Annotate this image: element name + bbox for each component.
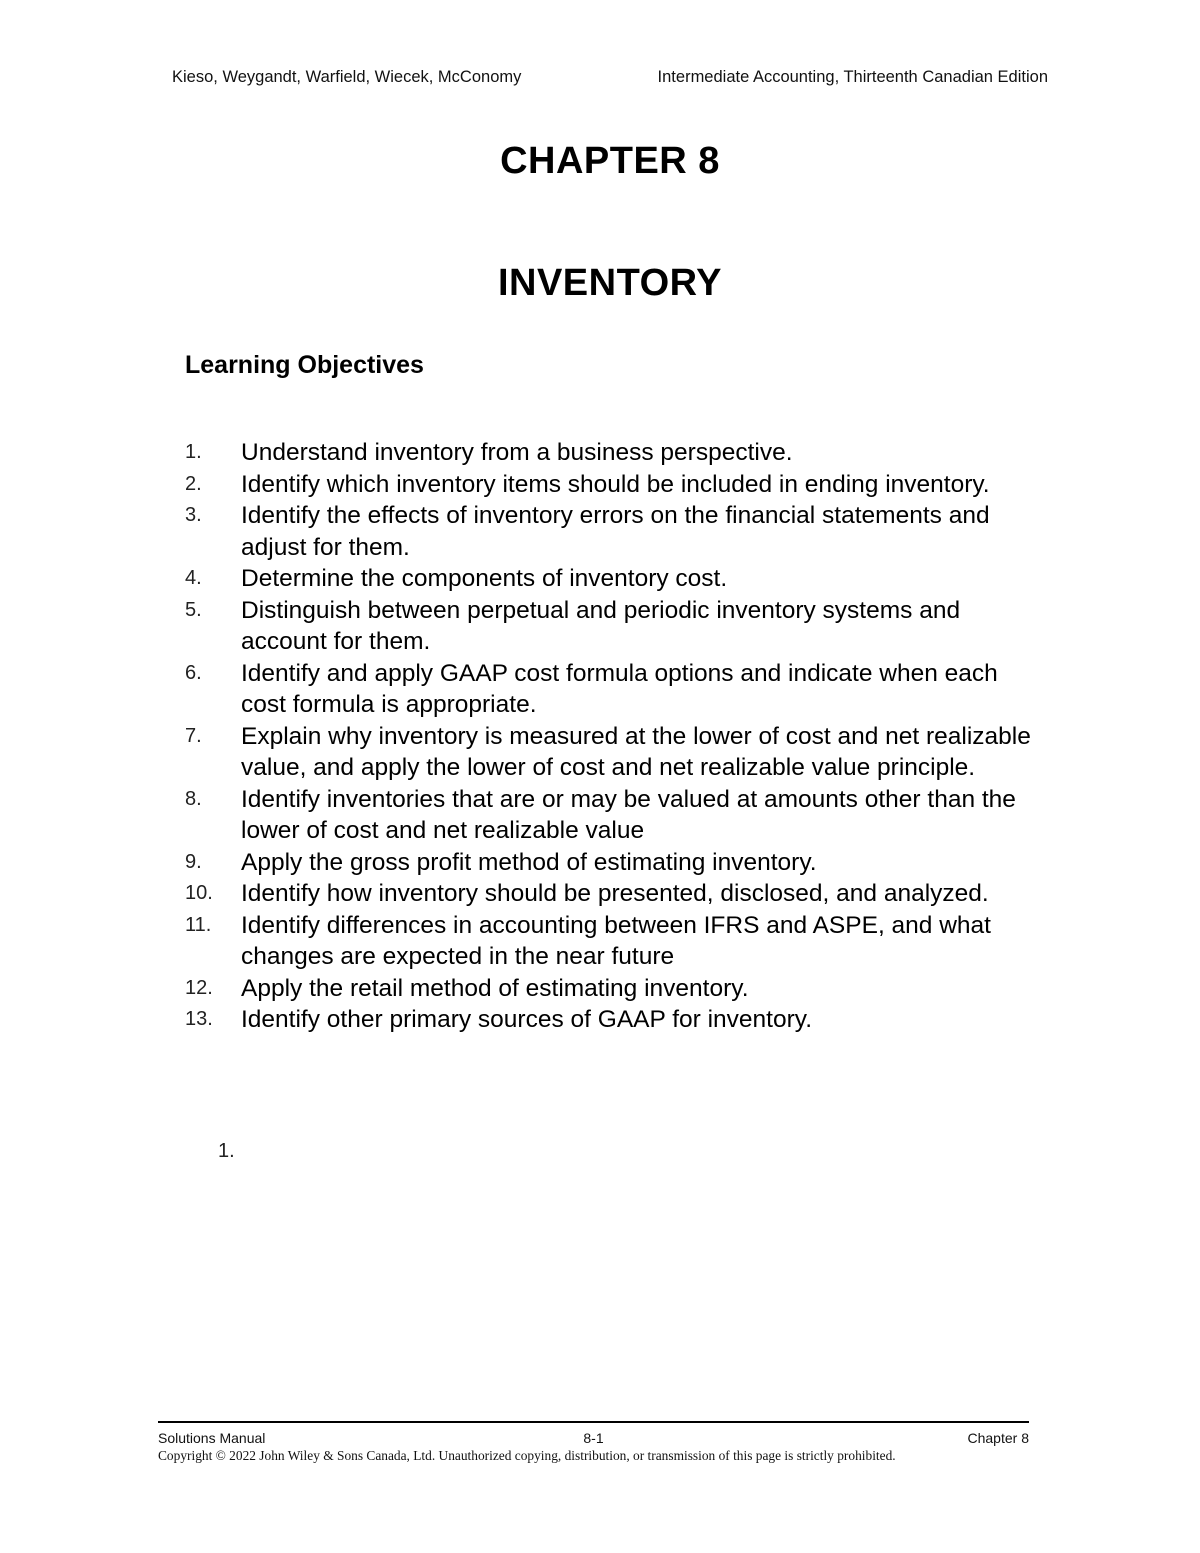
learning-objectives-heading: Learning Objectives [185,351,424,379]
page-header [172,68,1048,87]
objective-text: Identify which inventory items should be included in ending inventory. [241,470,990,498]
objective-number: 6. [185,661,202,684]
objective-item [185,973,1045,1005]
objective-number: 5. [185,598,202,621]
objective-text: Determine the components of inventory cost. [241,565,728,592]
objective-text: Identify how inventory should be presented, disclosed, and analyzed. [241,880,989,907]
objective-number: 4. [185,567,202,589]
page-number: 8-1 [583,1430,604,1446]
objective-item [185,1004,1045,1036]
objective-item [185,910,1045,973]
objective-text: Distinguish between perpetual and periodic inventory systems and account for them. [241,596,961,655]
objective-text: Identify other primary sources of GAAP for inventory. [241,1006,813,1033]
copyright-notice: Copyright © 2022 John Wiley & Sons Canada, Ltd. Unauthorized copying, distribution, or transmission of this page is strictly prohibited. [158,1448,896,1463]
objective-item [185,563,1045,595]
header-book-title: Intermediate Accounting, Thirteenth Canadian Edition [657,68,1048,86]
objective-number: 10. [185,882,213,904]
objective-number: 9. [185,850,202,873]
objective-item [185,847,1045,879]
objective-text: Identify the effects of inventory errors on the financial statements and adjust for them. [241,502,990,561]
chapter-number: CHAPTER 8 [500,140,720,182]
objective-item [185,595,1045,658]
chapter-title: INVENTORY [497,262,723,304]
footer-divider [158,1421,1029,1423]
objective-text: Understand inventory from a business perspective. [241,439,793,466]
header-authors: Kieso, Weygandt, Warfield, Wiecek, McConomy [172,68,522,86]
objective-text: Identify and apply GAAP cost formula options and indicate when each cost formula is appropriate. [241,659,998,718]
empty-list-number: 1. [218,1140,235,1162]
objective-item [185,437,1045,469]
objective-text: Identify inventories that are or may be valued at amounts other than the lower of cost and net realizable value [241,785,1016,844]
footer-chapter-label: Chapter 8 [967,1430,1029,1446]
objective-number: 12. [185,976,213,999]
learning-objectives-list [185,437,1045,1036]
objective-item [185,878,1045,910]
page-footer [158,1430,1029,1446]
objective-item [185,658,1045,721]
objective-text: Apply the retail method of estimating inventory. [241,974,749,1002]
objective-item [185,500,1045,563]
objective-number: 11. [185,913,212,936]
objective-text: Identify differences in accounting between IFRS and ASPE, and what changes are expected in the near future [241,911,991,970]
objective-text: Explain why inventory is measured at the lower of cost and net realizable value, and apply the lower of cost and net realizable value principle. [241,722,1031,781]
objective-item [185,784,1045,847]
objective-number: 2. [185,472,202,495]
objective-number: 1. [185,441,202,463]
objective-item [185,469,1045,501]
objective-number: 13. [185,1008,213,1030]
objective-item [185,721,1045,784]
objective-text: Apply the gross profit method of estimating inventory. [241,848,817,876]
footer-left-label: Solutions Manual [158,1430,266,1446]
objective-number: 7. [185,724,202,747]
objective-number: 3. [185,504,202,526]
objective-number: 8. [185,787,202,810]
